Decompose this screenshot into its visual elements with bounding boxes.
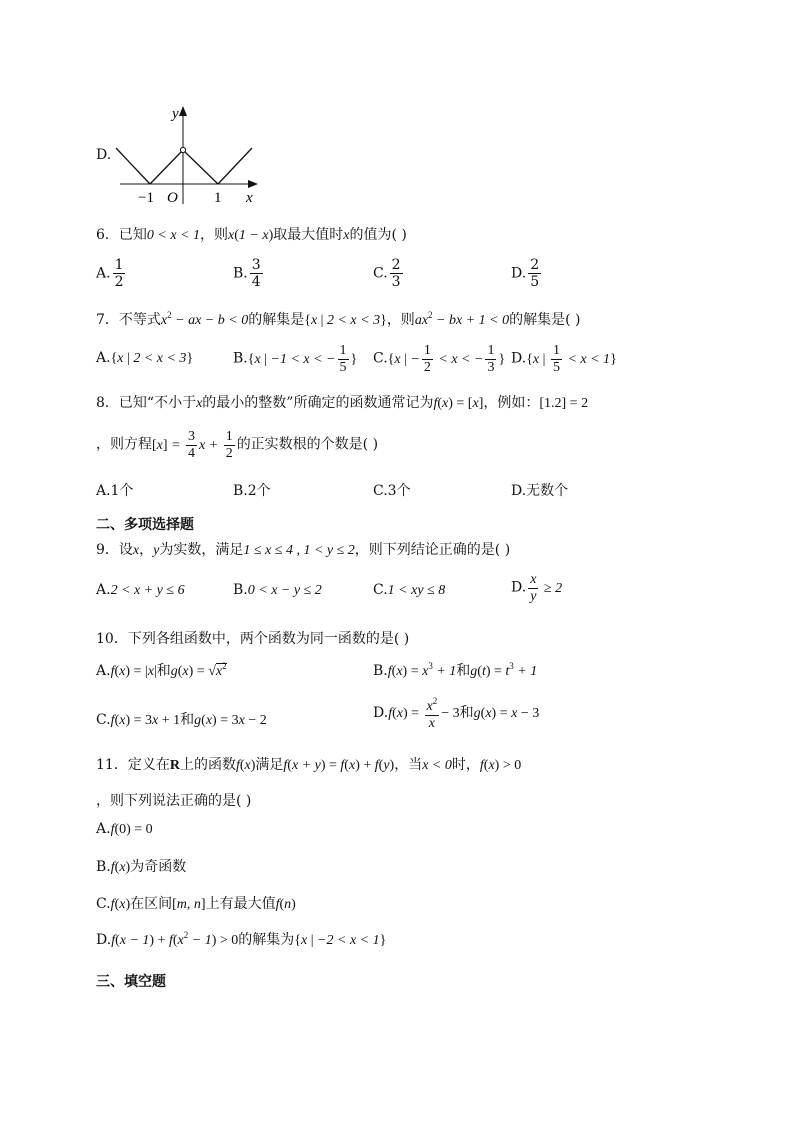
q7-option-b[interactable]: B.{x | −1 < x < − $\frac{1}{5}$ } — [233, 343, 358, 375]
q11-stem-line1: 11．定义在R上的函数f(x)满足f(x + y) = f(x) + f(y)，当x < 0时，f(x) > 0 — [96, 757, 522, 773]
q8-option-c[interactable]: C.3个 — [373, 483, 411, 499]
q9-option-c[interactable]: C.1 < xy ≤ 8 — [373, 582, 446, 598]
q9-option-b[interactable]: B.0 < x − y ≤ 2 — [233, 582, 322, 598]
section-fill-in-heading: 三、填空题 — [96, 974, 166, 990]
q9-option-a[interactable]: A.2 < x + y ≤ 6 — [96, 582, 185, 598]
q9-stem: 9．设x，y为实数，满足1 ≤ x ≤ 4 , 1 < y ≤ 2，则下列结论正确的是( ) — [96, 542, 511, 558]
q7-stem: 7．不等式$x^2$ − ax − b < 0的解集是{x | 2 < x < 3}，则$ax^2$ − bx + 1 < 0的解集是( ) — [96, 310, 581, 328]
q7-option-a[interactable]: A.{x | 2 < x < 3} — [96, 350, 194, 366]
graph-y-label: y — [172, 106, 179, 122]
section-multiple-choice-heading: 二、多项选择题 — [96, 517, 194, 533]
q8-stem-line2: ，则方程[x] = $\frac{3}{4}$ x + $\frac{1}{2}$ 的正实数根的个数是( ) — [96, 429, 379, 461]
q8-option-a[interactable]: A.1个 — [96, 483, 134, 499]
q10-option-a[interactable]: A.f(x) = |x|和$g(x) = √x^2$ — [96, 661, 227, 679]
q10-stem: 10．下列各组函数中，两个函数为同一函数的是( ) — [96, 631, 410, 647]
q8-stem-line1: 8．已知“不小于x的最小的整数”所确定的函数通常记为f(x) = [x]，例如：[1.2] = 2 — [96, 395, 589, 411]
graph-tick-neg1: −1 — [138, 190, 154, 206]
q11-option-d[interactable]: $D.f(x - 1) + f(x^2 - 1) > 0$的解集为{x | −2 < x < 1} — [96, 930, 387, 948]
q11-option-b[interactable]: B.f(x)为奇函数 — [96, 859, 187, 875]
q6-option-b[interactable]: B. $\frac{3}{4}$ — [233, 257, 261, 290]
q6-option-d[interactable]: D. $\frac{2}{5}$ — [511, 257, 540, 290]
q7-option-d[interactable]: D.{x | $\frac{1}{5}$ < x < 1} — [511, 343, 617, 375]
graph-tick-1: 1 — [214, 190, 222, 206]
q7-option-c[interactable]: C.{x | − $\frac{1}{2}$ < x < − $\frac{1}{3}$ } — [373, 343, 506, 375]
q5-option-d-graph — [112, 104, 262, 208]
q11-option-c[interactable]: C.f(x)在区间[m, n]上有最大值f(n) — [96, 896, 296, 912]
q10-option-c[interactable]: C.f(x) = 3x + 1和g(x) = 3x − 2 — [96, 712, 267, 728]
q9-option-d[interactable]: D. $\frac{x}{y}$ ≥ 2 — [511, 572, 563, 604]
q10-option-b[interactable]: $B.f(x) = x^3 + 1$和$g(t) = t^3 + 1$ — [373, 661, 538, 679]
q11-option-a[interactable]: A.f(0) = 0 — [96, 821, 153, 837]
q10-option-d[interactable]: D.f(x) = $\frac{x^2}{x}$ − 3和g(x) = x − 3 — [373, 696, 540, 731]
q6-option-c[interactable]: C. $\frac{2}{3}$ — [373, 257, 401, 290]
graph-origin-label: O — [167, 190, 178, 206]
q8-option-d[interactable]: D.无数个 — [511, 483, 569, 499]
graph-x-label: x — [246, 190, 253, 206]
q5-option-d-label: D. — [96, 147, 112, 163]
q6-option-a[interactable]: A. $\frac{1}{2}$ — [96, 257, 124, 290]
q11-stem-line2: ，则下列说法正确的是( ) — [96, 793, 252, 809]
q6-stem: 6．已知0 < x < 1，则x(1 − x)取最大值时x的值为( ) — [96, 227, 407, 243]
q8-option-b[interactable]: B.2个 — [233, 483, 271, 499]
